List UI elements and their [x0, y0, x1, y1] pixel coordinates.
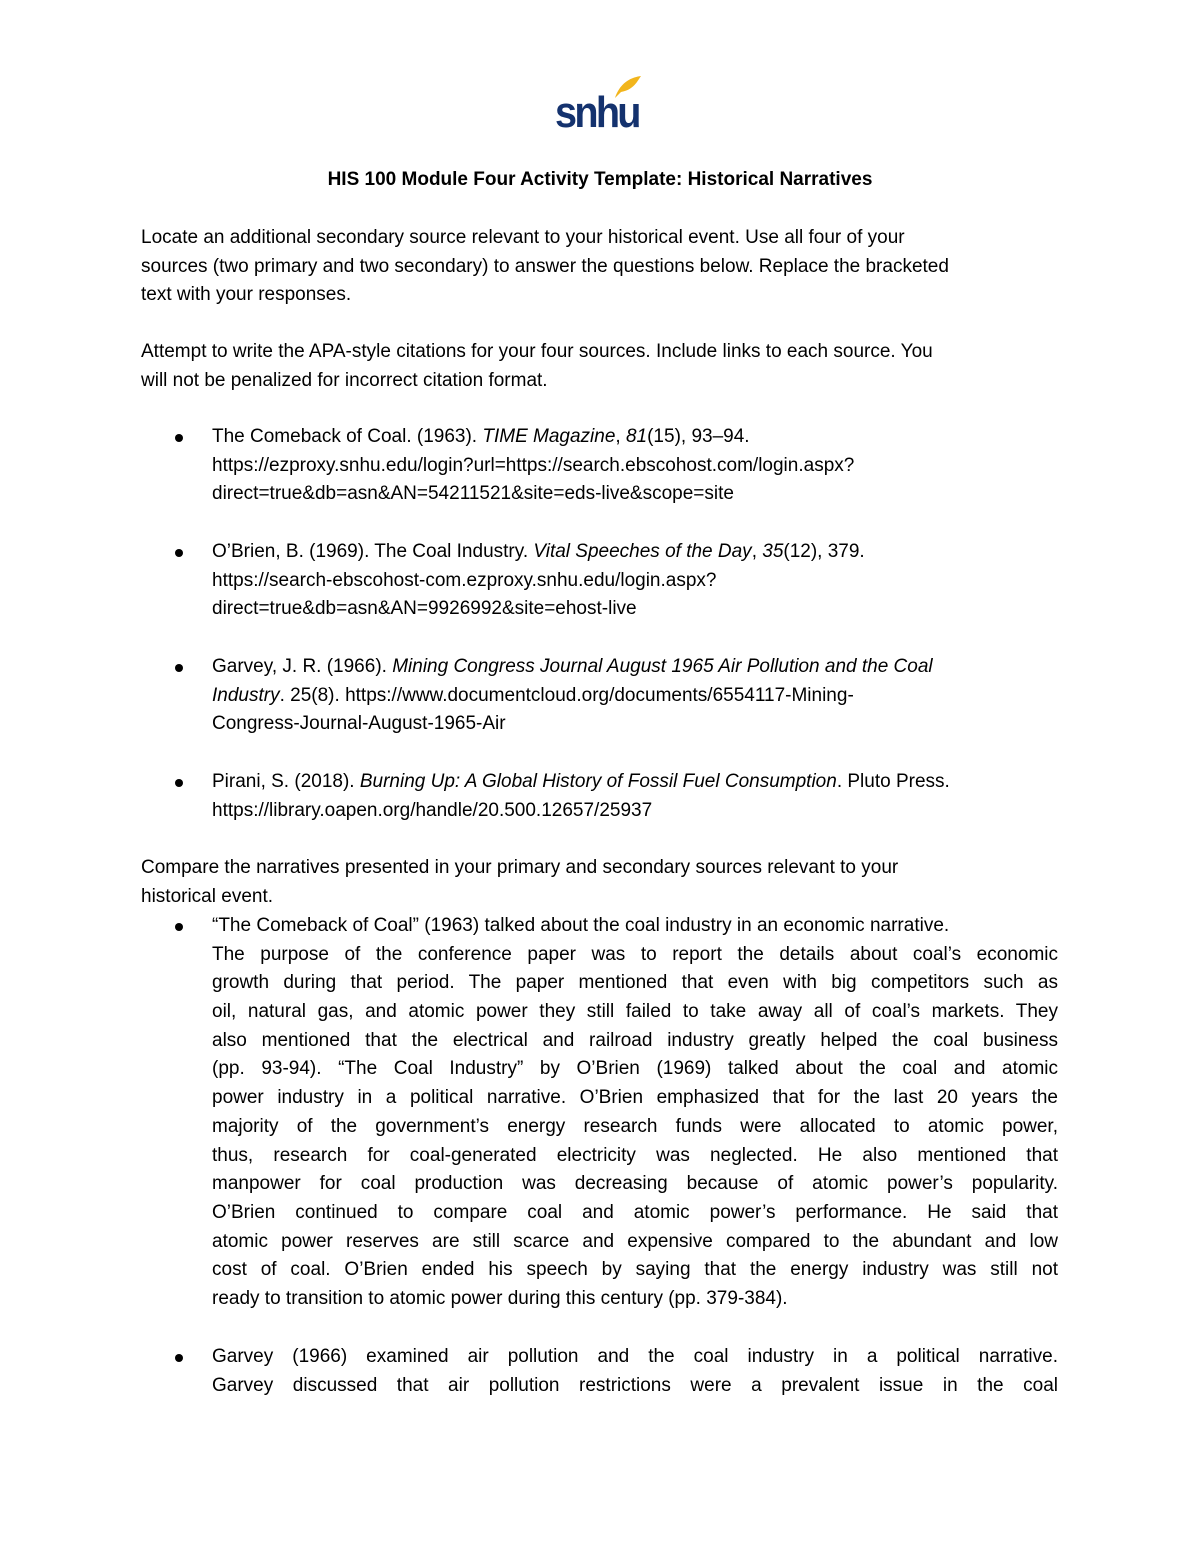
citation-segment: https://ezproxy.snhu.edu/login?url=https://search.ebscohost.com/login.aspx? [212, 454, 855, 476]
text-line: also mentioned that the electrical and railroad industry greatly helped the coal business [212, 1029, 1058, 1051]
text-line: growth during that period. The paper mentioned that even with big competitors such as [212, 972, 1058, 994]
citation-segment: Vital Speeches of the Day [533, 541, 752, 562]
citation-segment: direct=true&db=asn&AN=54211521&site=eds-live&scope=site [212, 483, 734, 505]
text-line: historical event. [141, 885, 274, 907]
comparison-item [212, 912, 1058, 1314]
citation-segment: https://library.oapen.org/handle/20.500.12657/25937 [212, 799, 653, 821]
citation-segment: TIME Magazine [482, 426, 616, 447]
citation-segment: Congress-Journal-August-1965-Air [212, 713, 506, 735]
bullet-icon [175, 1354, 183, 1362]
intro-paragraph [141, 224, 1058, 310]
text-line: majority of the government’s energy research funds were allocated to atomic power, [212, 1115, 1058, 1137]
citation-segment: O’Brien, B. (1969). The Coal Industry. [212, 541, 534, 562]
citation-segment: Mining Congress Journal August 1965 Air Pollution and the Coal [392, 656, 933, 677]
citation-line [212, 452, 1058, 481]
text-line: text with your responses. [141, 284, 352, 306]
bullet-icon [175, 779, 183, 787]
citation-segment: (12), 379. [783, 541, 865, 562]
text-line: ready to transition to atomic power during this century (pp. 379-384). [212, 1287, 788, 1309]
citation-segment: Pirani, S. (2018). [212, 771, 360, 792]
compare-instructions [141, 854, 1058, 911]
citation-item [212, 423, 1058, 509]
text-line: Compare the narratives presented in your primary and secondary sources relevant to your [141, 857, 899, 878]
text-line: cost of coal. O’Brien ended his speech by saying that the energy industry was still not [212, 1259, 1058, 1281]
citation-segment: , [615, 426, 626, 447]
text-line: The purpose of the conference paper was to report the details about coal’s economic [212, 943, 1058, 965]
citation-segment: 35 [762, 541, 784, 562]
citation-line [212, 480, 1058, 509]
leaf-icon [613, 74, 643, 100]
citation-segment: . Pluto Press. [836, 771, 950, 792]
bullet-icon [175, 549, 183, 557]
snhu-logo [555, 74, 645, 137]
text-line: Attempt to write the APA-style citations for your four sources. Include links to each source. You [141, 341, 933, 362]
text-line: Garvey discussed that air pollution restrictions were a prevalent issue in the coal [212, 1374, 1058, 1396]
text-line: “The Comeback of Coal” (1963) talked about the coal industry in an economic narrative. [212, 915, 950, 936]
citation-line [212, 682, 1058, 711]
text-line: sources (two primary and two secondary) to answer the questions below. Replace the bracketed [141, 255, 949, 277]
logo-wordmark: snhu [555, 88, 639, 137]
text-line: manpower for coal production was decreasing because of atomic power’s popularity. [212, 1173, 1058, 1195]
text-line: atomic power reserves are still scarce and expensive compared to the abundant and low [212, 1230, 1058, 1252]
citation-line [212, 768, 1058, 797]
citation-segment: (15), 93–94. [647, 426, 750, 447]
citation-item [212, 538, 1058, 624]
citation-line [212, 710, 1058, 739]
text-line: Locate an additional secondary source relevant to your historical event. Use all four of your [141, 227, 905, 248]
bullet-icon [175, 664, 183, 672]
citation-line [212, 595, 1058, 624]
citation-segment: . 25(8). https://www.documentcloud.org/documents/6554117-Mining- [279, 684, 854, 706]
text-line: thus, research for coal-generated electricity was neglected. He also mentioned that [212, 1144, 1058, 1166]
text-line: O’Brien continued to compare coal and atomic power’s performance. He said that [212, 1201, 1058, 1223]
page-title: HIS 100 Module Four Activity Template: Historical Narratives [327, 169, 873, 190]
citation-segment: Garvey, J. R. (1966). [212, 656, 393, 677]
bullet-icon [175, 434, 183, 442]
text-line: Garvey (1966) examined air pollution and the coal industry in a political narrative. [212, 1346, 1058, 1367]
citation-instructions [141, 338, 1058, 395]
citation-item [212, 768, 1058, 825]
citation-segment: direct=true&db=asn&AN=9926992&site=ehost-live [212, 598, 637, 620]
citation-line [212, 423, 1058, 452]
text-line: will not be penalized for incorrect citation format. [141, 369, 548, 391]
text-line: oil, natural gas, and atomic power they still failed to take away all of coal’s markets. They [212, 1001, 1058, 1023]
citation-line [212, 538, 1058, 567]
text-line: (pp. 93-94). “The Coal Industry” by O’Brien (1969) talked about the coal and atomic [212, 1058, 1058, 1080]
text-line: power industry in a political narrative. O’Brien emphasized that for the last 20 years the [212, 1087, 1058, 1109]
citation-segment: The Comeback of Coal. (1963). [212, 426, 483, 447]
citation-segment: https://search-ebscohost-com.ezproxy.snhu.edu/login.aspx? [212, 569, 717, 591]
citation-segment: 81 [625, 426, 648, 447]
bullet-icon [175, 923, 183, 931]
citation-segment: Burning Up: A Global History of Fossil Fuel Consumption [359, 771, 837, 792]
citation-segment: , [751, 541, 763, 562]
citation-segment: Industry [212, 684, 280, 706]
comparison-item [212, 1343, 1058, 1400]
citation-line [212, 567, 1058, 596]
citation-line [212, 653, 1058, 682]
citation-item [212, 653, 1058, 739]
citation-line [212, 797, 1058, 826]
